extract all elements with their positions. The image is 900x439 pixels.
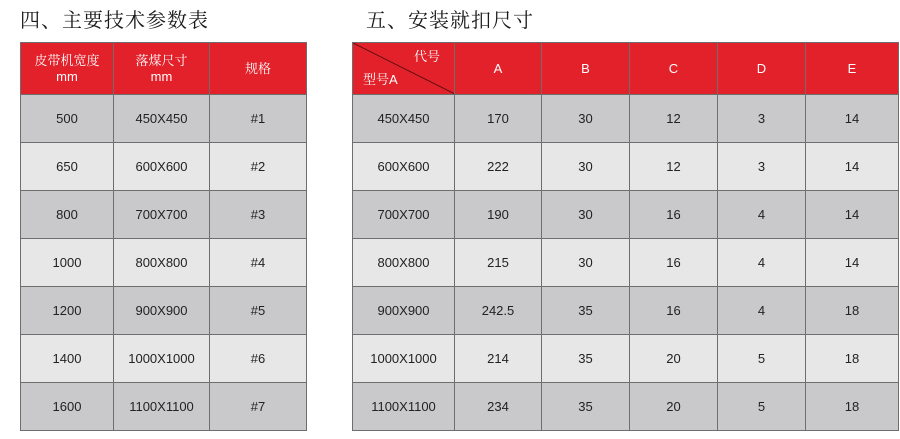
d-value-cell: 4 [718,239,806,287]
table-row [353,143,899,191]
spec-cell: #4 [210,239,307,287]
a-value-cell: 170 [455,95,542,143]
d-value-cell: 5 [718,335,806,383]
model-cell: 800X800 [353,239,455,287]
belt-width-cell: 1200 [21,287,114,335]
a-value-cell: 234 [455,383,542,431]
section-5-title: 五、安装就扣尺寸 [366,8,534,32]
a-value-cell: 215 [455,239,542,287]
table-row [353,239,899,287]
chute-size-cell: 900X900 [114,287,210,335]
spec-cell: #5 [210,287,307,335]
b-value-cell: 30 [542,143,630,191]
d-value-cell: 4 [718,191,806,239]
b-value-cell: 35 [542,383,630,431]
model-cell: 450X450 [353,95,455,143]
table-row [21,191,307,239]
table-row [353,95,899,143]
b-value-cell: 30 [542,239,630,287]
table-row [353,335,899,383]
header-col-a: A [455,43,542,95]
chute-size-cell: 1000X1000 [114,335,210,383]
belt-width-cell: 1400 [21,335,114,383]
table-header-row [21,43,307,95]
header-spec [210,43,307,95]
e-value-cell: 18 [806,383,899,431]
installation-dimensions-table [352,42,899,431]
e-value-cell: 14 [806,239,899,287]
a-value-cell: 190 [455,191,542,239]
spec-cell: #6 [210,335,307,383]
model-cell: 1000X1000 [353,335,455,383]
chute-size-cell: 600X600 [114,143,210,191]
belt-width-cell: 500 [21,95,114,143]
header-col-b: B [542,43,630,95]
b-value-cell: 30 [542,191,630,239]
chute-size-cell: 700X700 [114,191,210,239]
d-value-cell: 4 [718,287,806,335]
header-chute-size [114,43,210,95]
c-value-cell: 20 [630,335,718,383]
header-chute-size-label: 落煤尺寸 [135,52,188,68]
c-value-cell: 16 [630,239,718,287]
chute-size-cell: 1100X1100 [114,383,210,431]
header-chute-size-unit: mm [150,68,173,84]
b-value-cell: 35 [542,287,630,335]
technical-parameters-table [20,42,307,431]
e-value-cell: 18 [806,287,899,335]
header-col-d: D [718,43,806,95]
e-value-cell: 14 [806,95,899,143]
belt-width-cell: 650 [21,143,114,191]
c-value-cell: 16 [630,191,718,239]
table-row [353,191,899,239]
header-col-c: C [630,43,718,95]
e-value-cell: 18 [806,335,899,383]
e-value-cell: 14 [806,143,899,191]
spec-cell: #2 [210,143,307,191]
table-row [21,143,307,191]
chute-size-cell: 800X800 [114,239,210,287]
belt-width-cell: 1600 [21,383,114,431]
table-row [353,383,899,431]
d-value-cell: 3 [718,143,806,191]
table-row [21,95,307,143]
model-cell: 600X600 [353,143,455,191]
table-row [21,239,307,287]
model-cell: 900X900 [353,287,455,335]
table-row [21,335,307,383]
b-value-cell: 30 [542,95,630,143]
belt-width-cell: 800 [21,191,114,239]
a-value-cell: 222 [455,143,542,191]
table-row [353,287,899,335]
header-diagonal-corner [353,43,455,95]
b-value-cell: 35 [542,335,630,383]
header-spec-label: 规格 [244,60,271,76]
e-value-cell: 14 [806,191,899,239]
c-value-cell: 20 [630,383,718,431]
model-cell: 700X700 [353,191,455,239]
header-model-label: 型号A [363,72,398,87]
header-col-e: E [806,43,899,95]
d-value-cell: 5 [718,383,806,431]
section-4-title: 四、主要技术参数表 [20,8,209,32]
spec-cell: #3 [210,191,307,239]
header-code-label: 代号 [413,49,440,64]
spec-cell: #1 [210,95,307,143]
header-belt-width [21,43,114,95]
a-value-cell: 214 [455,335,542,383]
a-value-cell: 242.5 [455,287,542,335]
header-belt-width-label: 皮带机宽度 [34,52,100,68]
c-value-cell: 12 [630,95,718,143]
spec-cell: #7 [210,383,307,431]
table-header-row [353,43,899,95]
c-value-cell: 12 [630,143,718,191]
c-value-cell: 16 [630,287,718,335]
model-cell: 1100X1100 [353,383,455,431]
belt-width-cell: 1000 [21,239,114,287]
chute-size-cell: 450X450 [114,95,210,143]
table-row [21,287,307,335]
table-row [21,383,307,431]
header-belt-width-unit: mm [56,68,78,84]
d-value-cell: 3 [718,95,806,143]
